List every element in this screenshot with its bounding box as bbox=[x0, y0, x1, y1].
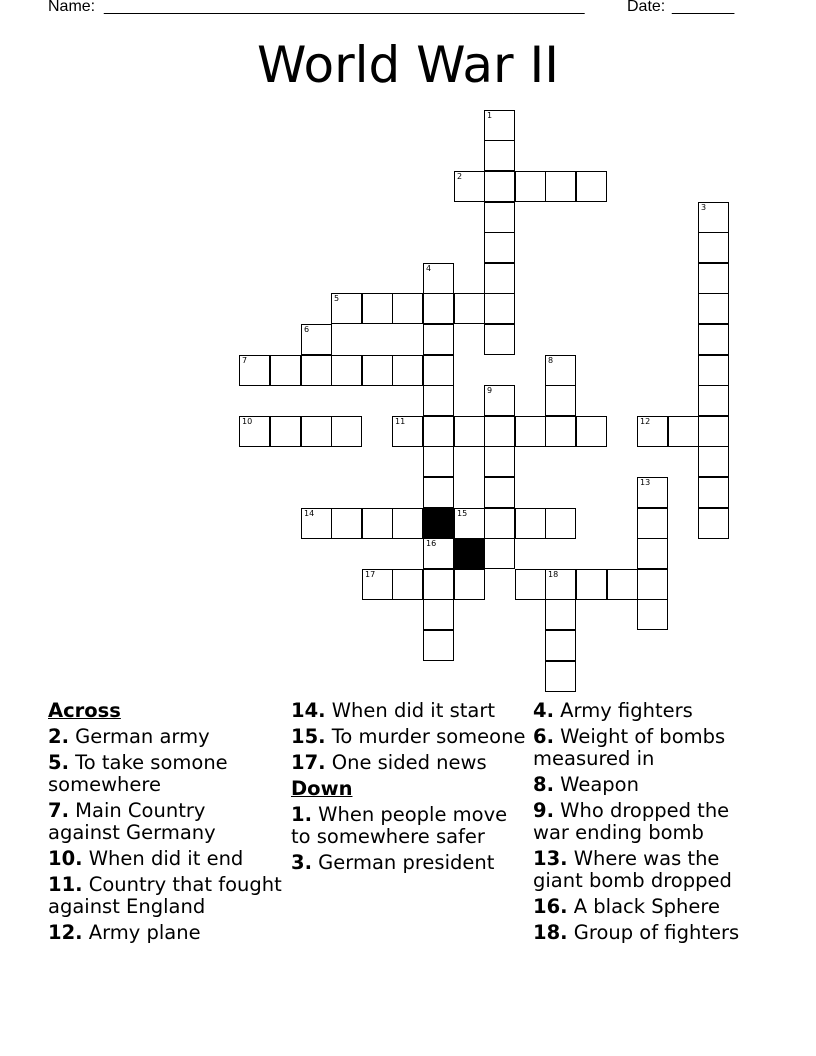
grid-cell[interactable] bbox=[362, 569, 393, 600]
clue-text: Weight of bombs measured in bbox=[533, 725, 726, 770]
clue-number-label: 18. bbox=[533, 921, 568, 944]
grid-cell[interactable] bbox=[637, 569, 668, 600]
down-heading: Down bbox=[291, 777, 353, 800]
grid-cell[interactable] bbox=[423, 446, 454, 477]
grid-cell[interactable] bbox=[637, 599, 668, 630]
clue-text: To murder someone bbox=[325, 725, 526, 748]
grid-cell[interactable] bbox=[698, 355, 729, 386]
clue-item bbox=[48, 726, 283, 748]
grid-cell[interactable] bbox=[668, 416, 699, 447]
clue-item bbox=[291, 852, 526, 874]
grid-cell[interactable] bbox=[545, 508, 576, 539]
grid-cell[interactable] bbox=[423, 416, 454, 447]
clue-text: Weapon bbox=[553, 773, 639, 796]
grid-cell[interactable] bbox=[423, 263, 454, 294]
clue-number-label: 16. bbox=[533, 895, 568, 918]
grid-cell[interactable] bbox=[484, 232, 515, 263]
clue-item bbox=[291, 700, 526, 722]
grid-cell[interactable] bbox=[698, 508, 729, 539]
grid-cell[interactable] bbox=[423, 569, 454, 600]
clue-item bbox=[48, 800, 283, 844]
clue-number-label: 1. bbox=[291, 803, 312, 826]
clues-column-1 bbox=[48, 700, 283, 948]
grid-cell[interactable] bbox=[545, 630, 576, 661]
grid-cell[interactable] bbox=[454, 416, 485, 447]
grid-cell[interactable] bbox=[607, 569, 638, 600]
across-heading: Across bbox=[48, 699, 121, 722]
clue-item bbox=[533, 800, 768, 844]
clue-number: 12 bbox=[640, 417, 651, 426]
grid-cell[interactable] bbox=[637, 416, 668, 447]
clue-item bbox=[533, 774, 768, 796]
clue-number-label: 4. bbox=[533, 699, 554, 722]
grid-cell[interactable] bbox=[331, 355, 362, 386]
clue-item bbox=[533, 896, 768, 918]
grid-cell[interactable] bbox=[637, 477, 668, 508]
grid-cell[interactable] bbox=[515, 171, 546, 202]
grid-cell[interactable] bbox=[545, 661, 576, 692]
grid-cell[interactable] bbox=[392, 416, 423, 447]
clue-number: 16 bbox=[426, 539, 437, 548]
grid-cell[interactable] bbox=[484, 385, 515, 416]
clue-text: One sided news bbox=[325, 751, 487, 774]
grid-cell[interactable] bbox=[484, 324, 515, 355]
clues-column-2 bbox=[291, 700, 526, 878]
grid-cell[interactable] bbox=[484, 293, 515, 324]
grid-cell[interactable] bbox=[698, 202, 729, 233]
grid-cell[interactable] bbox=[698, 416, 729, 447]
clue-number-label: 14. bbox=[291, 699, 326, 722]
clue-item bbox=[291, 726, 526, 748]
grid-cell[interactable] bbox=[576, 416, 607, 447]
clue-number-label: 7. bbox=[48, 799, 69, 822]
grid-cell[interactable] bbox=[484, 416, 515, 447]
grid-cell[interactable] bbox=[331, 508, 362, 539]
grid-cell[interactable] bbox=[484, 508, 515, 539]
clue-number-label: 2. bbox=[48, 725, 69, 748]
grid-cell[interactable] bbox=[454, 293, 485, 324]
date-label: Date: bbox=[627, 0, 666, 15]
grid-cell[interactable] bbox=[454, 508, 485, 539]
grid-cell[interactable] bbox=[392, 355, 423, 386]
grid-cell[interactable] bbox=[392, 569, 423, 600]
grid-cell[interactable] bbox=[362, 355, 393, 386]
grid-cell[interactable] bbox=[484, 446, 515, 477]
clue-number: 2 bbox=[457, 172, 463, 181]
clue-text: German president bbox=[311, 851, 495, 874]
grid-cell[interactable] bbox=[545, 569, 576, 600]
grid-cell[interactable] bbox=[423, 385, 454, 416]
clue-number: 11 bbox=[395, 417, 406, 426]
clues-column-3 bbox=[533, 700, 768, 948]
grid-cell[interactable] bbox=[423, 538, 454, 569]
clue-number: 3 bbox=[701, 203, 707, 212]
grid-cell[interactable] bbox=[301, 508, 332, 539]
grid-cell[interactable] bbox=[301, 416, 332, 447]
grid-cell[interactable] bbox=[392, 293, 423, 324]
page-title: World War II bbox=[256, 36, 559, 94]
clue-text: Army plane bbox=[82, 921, 201, 944]
clue-number: 13 bbox=[640, 478, 651, 487]
grid-cell[interactable] bbox=[423, 477, 454, 508]
grid-cell[interactable] bbox=[423, 324, 454, 355]
clue-number: 10 bbox=[242, 417, 253, 426]
grid-cell[interactable] bbox=[331, 416, 362, 447]
clue-item bbox=[533, 922, 768, 944]
grid-cell[interactable] bbox=[576, 569, 607, 600]
grid-cell[interactable] bbox=[698, 293, 729, 324]
grid-cell[interactable] bbox=[392, 508, 423, 539]
clue-number: 9 bbox=[487, 386, 493, 395]
grid-cell[interactable] bbox=[454, 569, 485, 600]
clue-number-label: 15. bbox=[291, 725, 326, 748]
clue-number-label: 6. bbox=[533, 725, 554, 748]
grid-cell[interactable] bbox=[545, 599, 576, 630]
grid-cell[interactable] bbox=[545, 385, 576, 416]
grid-cell[interactable] bbox=[484, 477, 515, 508]
clue-number-label: 11. bbox=[48, 873, 83, 896]
clue-text: Who dropped the war ending bomb bbox=[533, 799, 730, 844]
grid-cell[interactable] bbox=[423, 630, 454, 661]
grid-cell[interactable] bbox=[362, 293, 393, 324]
clue-item bbox=[291, 804, 526, 848]
clue-text: When did it end bbox=[82, 847, 244, 870]
grid-cell[interactable] bbox=[484, 140, 515, 171]
clue-number: 14 bbox=[304, 509, 315, 518]
grid-cell[interactable] bbox=[545, 416, 576, 447]
clue-item bbox=[533, 726, 768, 770]
grid-cell[interactable] bbox=[698, 324, 729, 355]
clue-number: 17 bbox=[365, 570, 376, 579]
clue-text: Country that fought against England bbox=[48, 873, 282, 918]
grid-cell[interactable] bbox=[454, 171, 485, 202]
grid-cell[interactable] bbox=[637, 538, 668, 569]
grid-cell[interactable] bbox=[270, 416, 301, 447]
clue-item bbox=[48, 874, 283, 918]
clue-item bbox=[533, 848, 768, 892]
grid-cell[interactable] bbox=[484, 171, 515, 202]
clue-number-label: 9. bbox=[533, 799, 554, 822]
clue-text: When people move to somewhere safer bbox=[291, 803, 508, 848]
clue-item bbox=[48, 752, 283, 796]
grid-cell[interactable] bbox=[698, 232, 729, 263]
name-label: Name: bbox=[48, 0, 96, 15]
clue-text: When did it start bbox=[325, 699, 495, 722]
grid-cell[interactable] bbox=[331, 293, 362, 324]
grid-cell[interactable] bbox=[362, 508, 393, 539]
grid-cell[interactable] bbox=[484, 202, 515, 233]
grid-cell[interactable] bbox=[545, 355, 576, 386]
clue-number: 4 bbox=[426, 264, 432, 273]
grid-cell[interactable] bbox=[484, 538, 515, 569]
grid-cell[interactable] bbox=[239, 416, 270, 447]
clue-number: 1 bbox=[487, 111, 493, 120]
black-cell bbox=[423, 508, 454, 539]
grid-cell[interactable] bbox=[698, 446, 729, 477]
grid-cell[interactable] bbox=[301, 324, 332, 355]
grid-cell[interactable] bbox=[698, 263, 729, 294]
grid-cell[interactable] bbox=[423, 355, 454, 386]
clue-text: Group of fighters bbox=[567, 921, 740, 944]
clue-text: To take somone somewhere bbox=[48, 751, 228, 796]
clue-item bbox=[533, 700, 768, 722]
grid-cell[interactable] bbox=[576, 171, 607, 202]
clue-text: German army bbox=[68, 725, 210, 748]
grid-cell[interactable] bbox=[515, 569, 546, 600]
clue-number: 7 bbox=[242, 356, 248, 365]
grid-cell[interactable] bbox=[239, 355, 270, 386]
clue-item bbox=[48, 848, 283, 870]
clue-number-label: 13. bbox=[533, 847, 568, 870]
clue-text: Army fighters bbox=[553, 699, 693, 722]
grid-cell[interactable] bbox=[698, 477, 729, 508]
black-cell bbox=[454, 538, 485, 569]
clue-text: Where was the giant bomb dropped bbox=[533, 847, 732, 892]
clue-number-label: 12. bbox=[48, 921, 83, 944]
date-field[interactable]: _______ bbox=[672, 0, 735, 15]
clue-number-label: 10. bbox=[48, 847, 83, 870]
clue-number: 15 bbox=[457, 509, 468, 518]
grid-cell[interactable] bbox=[698, 385, 729, 416]
clue-number: 6 bbox=[304, 325, 310, 334]
grid-cell[interactable] bbox=[515, 508, 546, 539]
clue-item bbox=[48, 922, 283, 944]
grid-cell[interactable] bbox=[637, 508, 668, 539]
grid-cell[interactable] bbox=[484, 110, 515, 141]
name-field[interactable]: ______________________________________________________ bbox=[104, 0, 585, 15]
grid-cell[interactable] bbox=[270, 355, 301, 386]
grid-cell[interactable] bbox=[515, 416, 546, 447]
clue-number-label: 3. bbox=[291, 851, 312, 874]
clue-number-label: 5. bbox=[48, 751, 69, 774]
clue-number: 8 bbox=[548, 356, 554, 365]
grid-cell[interactable] bbox=[301, 355, 332, 386]
grid-cell[interactable] bbox=[484, 263, 515, 294]
grid-cell[interactable] bbox=[423, 293, 454, 324]
grid-cell[interactable] bbox=[545, 171, 576, 202]
clue-text: A black Sphere bbox=[567, 895, 720, 918]
clue-number-label: 8. bbox=[533, 773, 554, 796]
grid-cell[interactable] bbox=[423, 599, 454, 630]
clue-number-label: 17. bbox=[291, 751, 326, 774]
clue-item bbox=[291, 752, 526, 774]
clue-number: 5 bbox=[334, 294, 340, 303]
clue-text: Main Country against Germany bbox=[48, 799, 216, 844]
clue-number: 18 bbox=[548, 570, 559, 579]
